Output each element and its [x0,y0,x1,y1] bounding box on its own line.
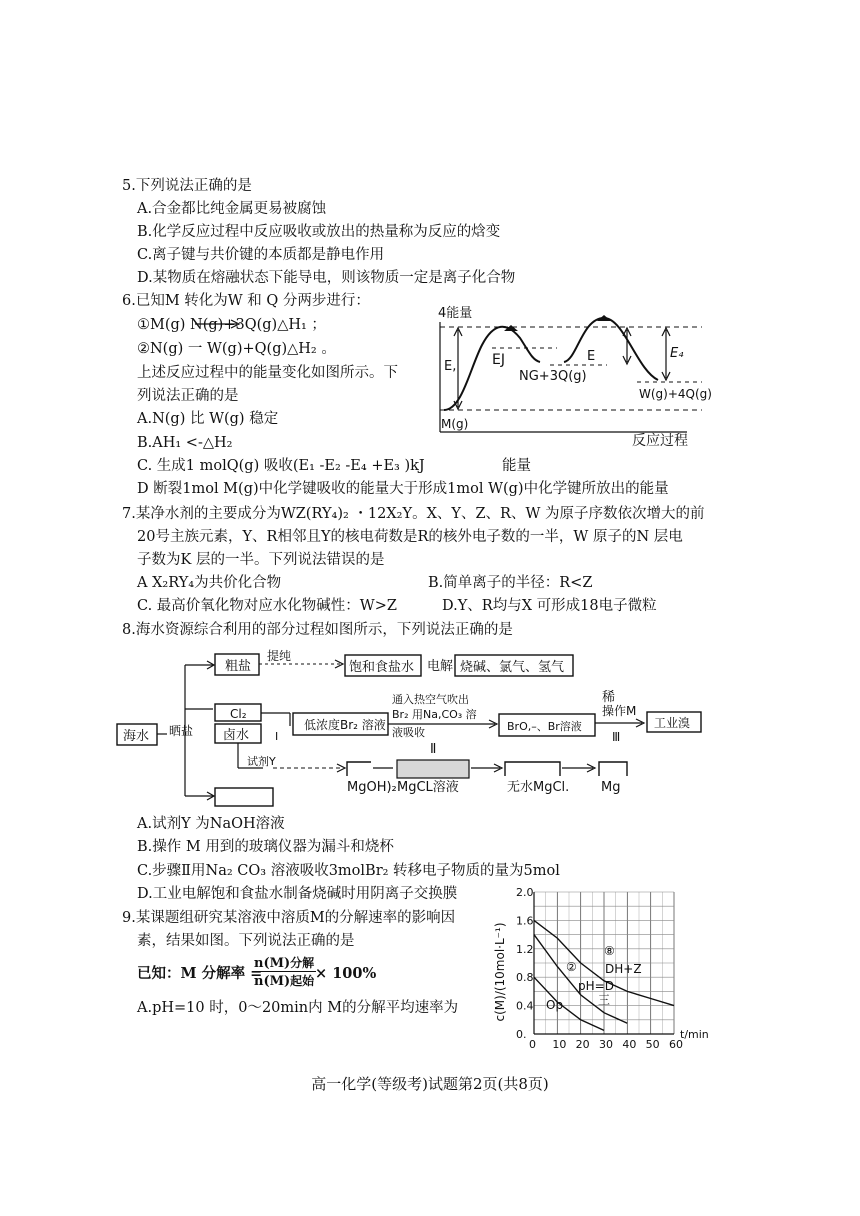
q5-option-c: C.离子键与共价键的本质都是静电作用 [137,247,385,263]
q6-desc-2: 列说法正确的是 [137,388,239,404]
label-e1: E, [444,359,457,374]
chart-label-3: ⑧ [604,944,615,958]
q9-times100: × 100% [315,965,377,982]
chart-ytick-label: 0.4 [516,999,534,1013]
chart-xlabel: t/min [680,1028,709,1041]
q6-option-d: D 断裂1mol M(g)中化学键吸收的能量大于形成1mol W(g)中化学键所放出的能量 [137,481,669,497]
chart-xtick-label: 40 [622,1038,637,1051]
energy-diagram [432,300,712,450]
label-step2-top: 通入热空气吹出 [392,693,469,706]
node-sat-brine: 饱和食盐水 [349,660,415,675]
label-n: NG+3Q(g) [519,369,587,384]
node-mgcl2-sol: MgCL溶液 [397,780,459,795]
q5-option-d: D.某物质在熔融状态下能导电，则该物质一定是离子化合物 [137,270,516,286]
label-purify: 提纯 [267,649,292,663]
q9-frac-den: n(M) [254,974,291,989]
label-e3: E [587,349,596,364]
chart-label-op: Op [546,998,564,1012]
q6-option-c: C. 生成1 molQ(g) 吸收(E₁ -E₂ -E₄ +E₃ )kJ [137,458,425,474]
q9-stem-1: 9.某课题组研究某溶液中溶质M的分解速率的影响因 [122,910,456,926]
chart-label-dhz: DH+Z [605,962,642,976]
page-footer: 高一化学(等级考)试题第2页(共8页) [311,1075,549,1093]
node-mgoh2: MgOH)₂ [347,780,397,795]
label-step2-bot: 液吸收 [392,726,425,739]
seawater-flow-diagram [115,648,715,810]
chart-ylabel: c(M)/(10mol·L⁻¹) [493,922,507,1022]
q7-option-b: B.简单离子的半径：R<Z [428,575,593,591]
node-mg: Mg [601,780,621,795]
label-step2-mid: Br₂ 用Na,CO₃ 溶 [392,708,477,721]
chart-ytick-label: 0.8 [516,971,534,985]
q6-reaction-2: ②N(g) 一 W(g)+Q(g)△H₂ 。 [137,341,336,357]
q8-stem: 8.海水资源综合利用的部分过程如图所示，下列说法正确的是 [122,622,513,638]
chart-ytick-label: 1.2 [516,942,534,956]
q7-stem-1: 7.某净水剂的主要成分为WZ(RY₄)₂ ・12X₂Y。X、Y、Z、R、W 为原子序数依次增大的前 [122,506,705,522]
chart-xtick-label: 20 [575,1038,590,1051]
chart-xtick-label: 10 [552,1038,567,1051]
q6-option-c-extra: 能量 [502,458,531,474]
q8-option-c: C.步骤Ⅱ用Na₂ CO₃ 溶液吸收3molBr₂ 转移电子物质的量为5mol [137,863,560,879]
label-op-m: 操作M [602,704,637,718]
chart-ytick-label: 1.6 [516,914,534,928]
label-reagent-y: 试剂Y [247,755,276,768]
q6-arrow-1 [187,317,247,329]
q5-option-a: A.合金都比纯金属更易被腐蚀 [137,201,327,217]
node-br-sol: BrO,–、Br溶液 [507,720,582,733]
node-cl2: Cl₂ [230,707,247,721]
chart-label-2: ② [566,960,577,974]
q9-known-label: 已知：M 分解率 = [137,965,263,982]
q7-option-c: C. 最高价氧化物对应水化物碱性：W>Z [137,598,397,614]
decomposition-chart [493,882,709,1057]
q8-option-b: B.操作 M 用到的玻璃仪器为漏斗和烧杯 [137,839,394,855]
node-crude-salt: 粗盐 [225,659,252,674]
node-brine: 卤水 [223,728,250,743]
label-m: M(g) [441,417,469,431]
chart-xtick-label: 60 [669,1038,683,1051]
node-seawater: 海水 [123,729,150,744]
node-anhyd: 无水MgCl. [507,780,570,795]
label-step3: Ⅲ [612,730,621,744]
chart-ytick-label: 2.0 [516,886,534,899]
chart-xtick-label: 50 [645,1038,660,1051]
q9-frac-num-sub: 分解 [290,956,315,970]
label-electrolysis: 电解 [427,659,454,674]
label-step1: I [275,730,279,743]
q5-stem: 5.下列说法正确的是 [122,178,252,194]
q9-frac-num: n(M) [254,956,291,971]
q7-option-a: A X₂RY₄为共价化合物 [137,575,282,591]
x-axis-label: 反应过程 [632,433,688,449]
q6-stem: 6.已知M 转化为W 和 Q 分两步进行： [122,293,370,309]
q7-stem-2: 20号主族元素，Y、R相邻且Y的核电荷数是R的核外电子数的一半，W 原子的N 层电 [137,529,683,545]
node-ind-br: 工业溴 [654,716,691,730]
label-evap: 晒盐 [169,724,194,738]
q5-option-b: B.化学反应过程中反应吸收或放出的热量称为反应的焓变 [137,224,501,240]
q9-fraction [252,954,316,989]
label-e4: E₄ [670,346,684,361]
q6-desc-1: 上述反应过程中的能量变化如图所示。下 [137,365,398,381]
chart-label-ph: pH=D [578,979,614,993]
node-products: 烧碱、氯气、氢气 [460,660,565,675]
q6-reaction-1: ①M(g) N(g)+3Q(g)△H₁ ； [137,317,326,333]
label-step2: Ⅱ [430,742,437,757]
q6-option-a: A.N(g) 比 W(g) 稳定 [137,411,279,427]
q9-option-a: A.pH=10 时，0～20min内 M的分解平均速率为 [137,1000,459,1016]
node-low-br2: 低浓度Br₂ 溶液 [304,718,386,732]
chart-xtick-label: 30 [599,1038,613,1051]
label-e2: EJ [492,352,505,368]
chart-ytick-label: 0. [516,1028,527,1041]
energy-axis-label: 4能量 [438,306,473,321]
q8-option-d: D.工业电解饱和食盐水制备烧碱时用阴离子交换膜 [137,886,458,902]
q7-stem-3: 子数为K 层的一半。下列说法错误的是 [137,552,385,568]
q7-option-d: D.Y、R均与X 可形成18电子微粒 [442,598,657,614]
q9-frac-den-sub: 起始 [290,974,315,988]
q6-option-b: B.AH₁ <-△H₂ [137,435,233,451]
chart-label-eq: 三 [598,993,611,1007]
chart-xtick-label: 0 [529,1038,536,1051]
q9-stem-2: 素，结果如图。下列说法正确的是 [137,933,355,949]
q8-option-a: A.试剂Y 为NaOH溶液 [137,816,285,832]
label-w: W(g)+4Q(g) [639,387,712,401]
label-dilute: 稀 [602,690,616,705]
